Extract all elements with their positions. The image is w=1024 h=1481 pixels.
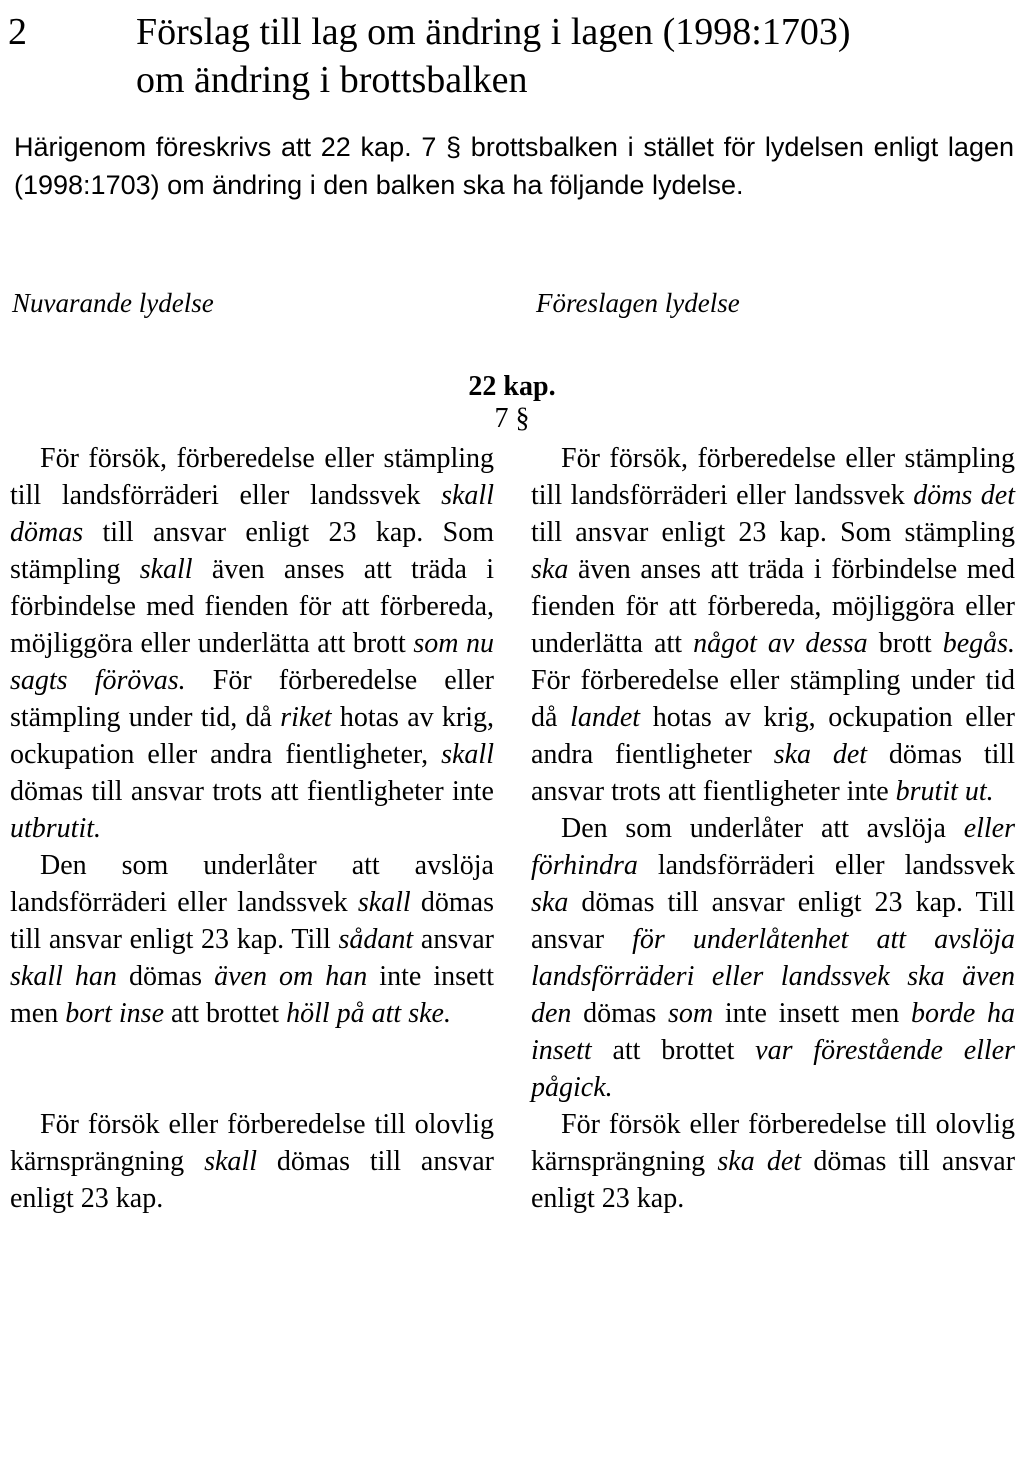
italic-text-run: döms det	[913, 480, 1015, 511]
text-run: dömas till ansvar enligt 23 kap.	[531, 1146, 1016, 1214]
text-run: landsförräderi eller landssvek	[637, 850, 1015, 881]
text-run: dömas	[571, 998, 669, 1029]
text-run: hotas av krig, ockupation eller andra fientligheter	[531, 702, 1015, 770]
text-run: dömas till ansvar enligt 23 kap.	[10, 1146, 494, 1214]
proposed-wording-column	[531, 440, 1015, 1217]
proposed-paragraph-1	[531, 440, 1015, 810]
text-run: hotas av krig, ockupation eller andra fientligheter,	[10, 702, 494, 770]
text-run: Den som underlåter att avslöja landsförräderi eller landssvek	[10, 850, 494, 918]
text-run: även anses att träda i förbindelse med fienden för att förbereda, möjliggöra eller underlätta att	[531, 554, 1015, 659]
italic-text-run: landet	[570, 702, 641, 733]
italic-text-run: skall	[139, 554, 193, 585]
text-run: För förberedelse eller stämpling under tid då	[531, 665, 1015, 733]
section-number: 2	[8, 11, 27, 53]
italic-text-run: för underlåtenhet att avslöja landsförräderi eller landssvek ska även den	[531, 924, 1016, 1029]
italic-text-run: skall han	[10, 961, 117, 992]
text-run: För förberedelse eller stämpling under tid, då	[10, 665, 494, 733]
text-run: till ansvar enligt 23 kap. Som stämpling	[10, 517, 494, 585]
text-run: även anses att träda i förbindelse med fienden för att förbereda, möjliggöra eller underlätta att brott	[10, 554, 494, 659]
italic-text-run: ska det	[717, 1146, 802, 1177]
text-run: För försök eller förberedelse till olovlig kärnsprängning	[10, 1109, 494, 1177]
italic-text-run: utbrutit.	[10, 813, 102, 844]
italic-text-run: var förestående eller pågick.	[531, 1035, 1016, 1103]
italic-text-run: riket	[280, 702, 332, 733]
italic-text-run: skall	[357, 887, 411, 918]
section-heading: 7 §	[494, 403, 530, 434]
italic-text-run: ska	[531, 887, 569, 918]
page-title	[136, 8, 996, 104]
current-wording-column	[10, 440, 494, 1217]
text-run: dömas till ansvar trots att fientligheter inte	[10, 776, 494, 807]
italic-text-run: som	[668, 998, 714, 1029]
text-run: inte insett men	[10, 961, 494, 1029]
italic-text-run: ska det	[773, 739, 868, 770]
italic-text-run: skall dömas	[10, 480, 494, 548]
chapter-heading: 22 kap.	[468, 371, 556, 402]
current-paragraph-2	[10, 847, 494, 1032]
italic-text-run: även om han	[214, 961, 368, 992]
italic-text-run: något av dessa	[693, 628, 868, 659]
text-run: dömas till ansvar enligt 23 kap. Till ansvar	[531, 887, 1015, 955]
proposed-paragraph-2	[531, 810, 1015, 1106]
italic-text-run: ska	[531, 554, 569, 585]
title-line-1: Förslag till lag om ändring i lagen (1998:1703)	[136, 11, 851, 53]
proposed-paragraph-3	[531, 1106, 1015, 1217]
current-paragraph-1	[10, 440, 494, 847]
text-run: dömas till ansvar trots att fientligheter inte	[531, 739, 1015, 807]
italic-text-run: brutit ut.	[895, 776, 994, 807]
intro-paragraph: Härigenom föreskrivs att 22 kap. 7 § brottsbalken i stället för lydelsen enligt lagen (1998:1703) om ändring i den balken ska ha följande lydelse.	[14, 132, 1014, 200]
italic-text-run: skall	[204, 1146, 257, 1177]
text-run: inte insett men	[713, 998, 911, 1029]
column-spacer	[10, 1032, 494, 1106]
text-run: dömas	[116, 961, 215, 992]
italic-text-run: höll på att ske.	[286, 998, 451, 1029]
text-run: För försök, förberedelse eller stämpling till landsförräderi eller landssvek	[531, 443, 1015, 511]
italic-text-run: eller förhindra	[531, 813, 1015, 881]
italic-text-run: sådant	[338, 924, 414, 955]
text-run: dömas till ansvar enligt 23 kap. Till	[10, 887, 495, 955]
italic-text-run: som nu sagts förövas.	[10, 628, 495, 696]
italic-text-run: begås.	[942, 628, 1016, 659]
text-run: till ansvar enligt 23 kap. Som stämpling	[531, 517, 1015, 548]
text-run: För försök, förberedelse eller stämpling till landsförräderi eller landssvek	[10, 443, 494, 511]
italic-text-run: bort inse	[65, 998, 164, 1029]
text-run: brott	[867, 628, 943, 659]
text-run: att brottet	[591, 1035, 756, 1066]
proposed-wording-heading: Föreslagen lydelse	[536, 288, 740, 318]
title-line-2: om ändring i brottsbalken	[136, 59, 528, 101]
current-paragraph-3	[10, 1106, 494, 1217]
text-run: Den som underlåter att avslöja	[561, 813, 964, 844]
text-run: ansvar	[413, 924, 494, 955]
italic-text-run: skall	[441, 739, 494, 770]
current-wording-heading: Nuvarande lydelse	[12, 288, 214, 318]
text-run: För försök eller förberedelse till olovlig kärnsprängning	[531, 1109, 1015, 1177]
italic-text-run: borde ha insett	[531, 998, 1015, 1066]
text-run: att brottet	[164, 998, 287, 1029]
